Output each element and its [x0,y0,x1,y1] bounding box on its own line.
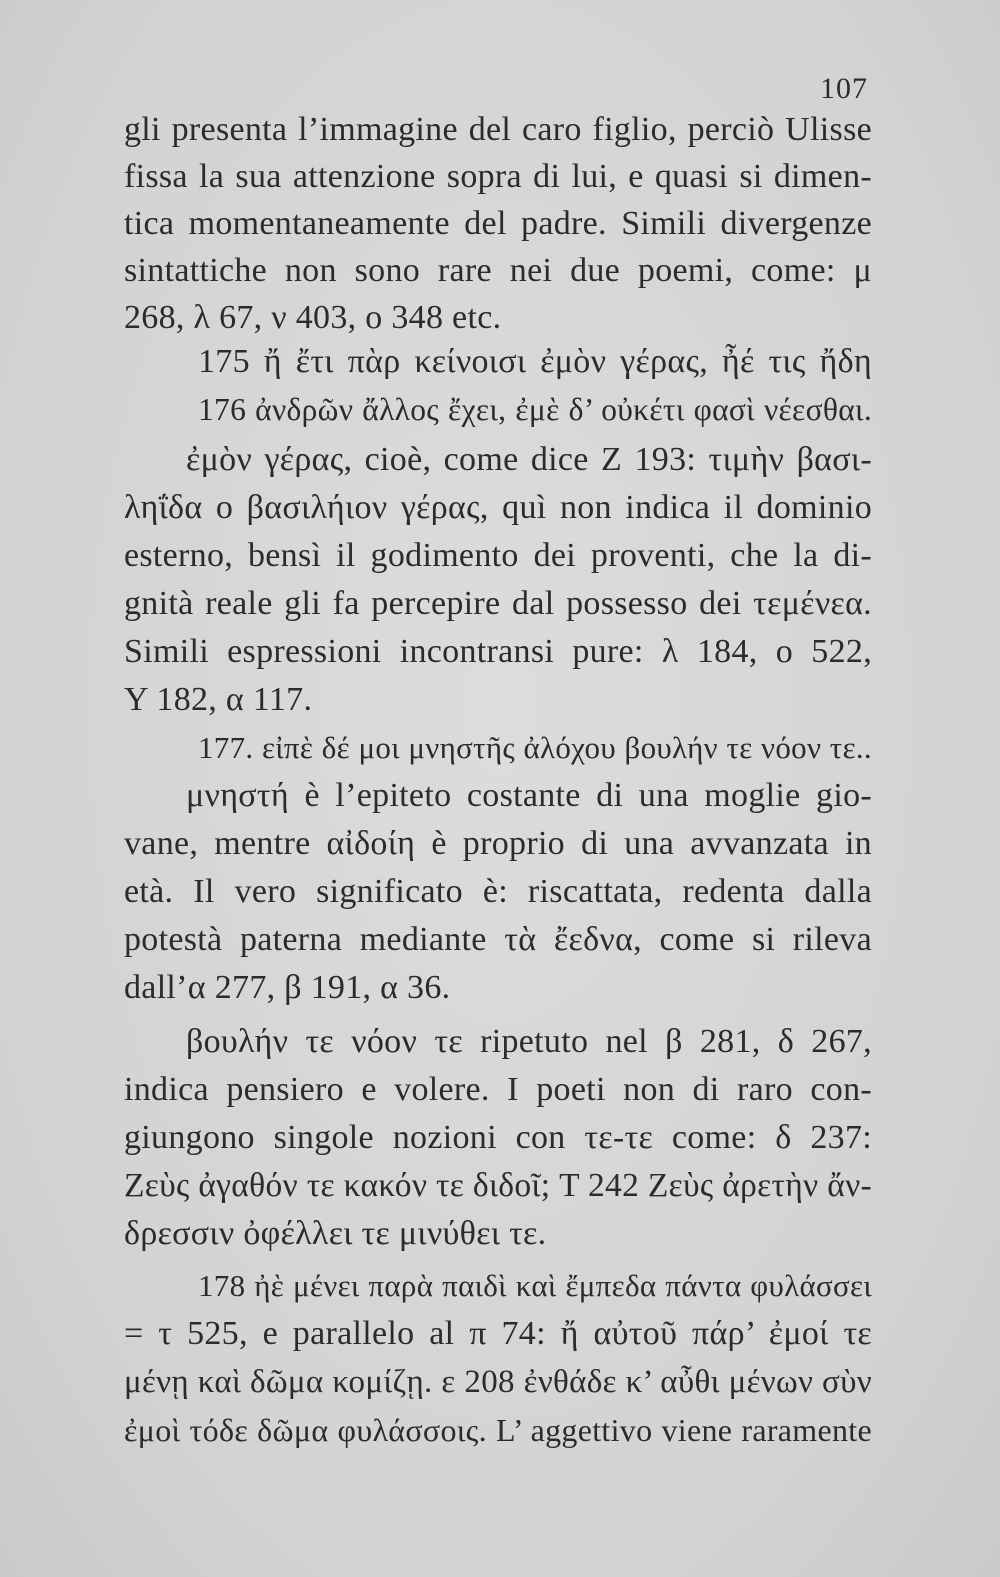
verse-line-178: 178 ἠὲ μένει παρὰ παιδὶ καὶ ἔμπεδα πάντα φυλάσσει [198,1268,872,1303]
text-line: Ζεὺς ἀγαθόν τε κακόν τε διδοῖ; T 242 Ζεὺς ἀρετὴν ἄν- [124,1167,872,1204]
verse-line-175: 175 ἤ ἔτι πὰρ κείνοισι ἐμὸν γέρας, ἦέ τις ἤδη [198,343,872,380]
text-line: ἐμὸν γέρας, cioè, come dice Z 193: τιμὴν βασι- [186,441,872,478]
text-line: Y 182, α 117. [124,681,313,718]
text-line: sintattiche non sono rare nei due poemi, come: μ [124,252,872,289]
text-line: gnità reale gli fa percepire dal possesso dei τεμένεα. [124,585,872,622]
text-line: μνηστή è l’epiteto costante di una moglie gio- [186,777,872,814]
text-line: δρεσσιν ὀφέλλει τε μινύθει τε. [124,1215,547,1252]
text-line: esterno, bensì il godimento dei proventi, che la di- [124,537,872,574]
text-line: età. Il vero significato è: riscattata, redenta dalla [124,873,872,910]
text-line: vane, mentre αἰδοίη è proprio di una avvanzata in [124,825,872,862]
text-line: βουλήν τε νόον τε ripetuto nel β 281, δ 267, [186,1023,872,1060]
text-line: 268, λ 67, ν 403, ο 348 etc. [124,299,502,336]
text-line: fissa la sua attenzione sopra di lui, e quasi si dimen- [124,158,872,195]
text-line: tica momentaneamente del padre. Simili divergenze [124,205,872,242]
text-line: indica pensiero e volere. I poeti non di raro con- [124,1071,872,1108]
text-line: gli presenta l’immagine del caro figlio, perciò Ulisse [124,111,872,148]
text-line: dall’α 277, β 191, α 36. [124,969,451,1006]
page-number: 107 [820,72,868,105]
verse-line-177: 177. εἰπὲ δέ μοι μνηστῆς ἀλόχου βουλήν τε νόον τε.. [198,730,872,765]
text-line: giungono singole nozioni con τε-τε come: δ 237: [124,1119,872,1156]
text-line: Simili espressioni incontransi pure: λ 184, ο 522, [124,633,872,670]
text-line: potestà paterna mediante τὰ ἔεδνα, come si rileva [124,921,872,958]
text-line: μένῃ καὶ δῶμα κομίζῃ. ε 208 ἐνθάδε κ’ αὖθι μένων σὺν [124,1364,872,1400]
text-line: = τ 525, e parallelo al π 74: ἤ αὐτοῦ πάρ’ ἐμοί τε [124,1315,872,1352]
text-line: ἐμοὶ τόδε δῶμα φυλάσσοις. L’ aggettivo viene raramente [124,1412,872,1448]
text-line: ληΐδα o βασιλήιον γέρας, quì non indica il dominio [124,489,872,526]
verse-line-176: 176 ἀνδρῶν ἄλλος ἔχει, ἐμὲ δ’ οὐκέτι φασὶ νέεσθαι. [198,392,872,427]
